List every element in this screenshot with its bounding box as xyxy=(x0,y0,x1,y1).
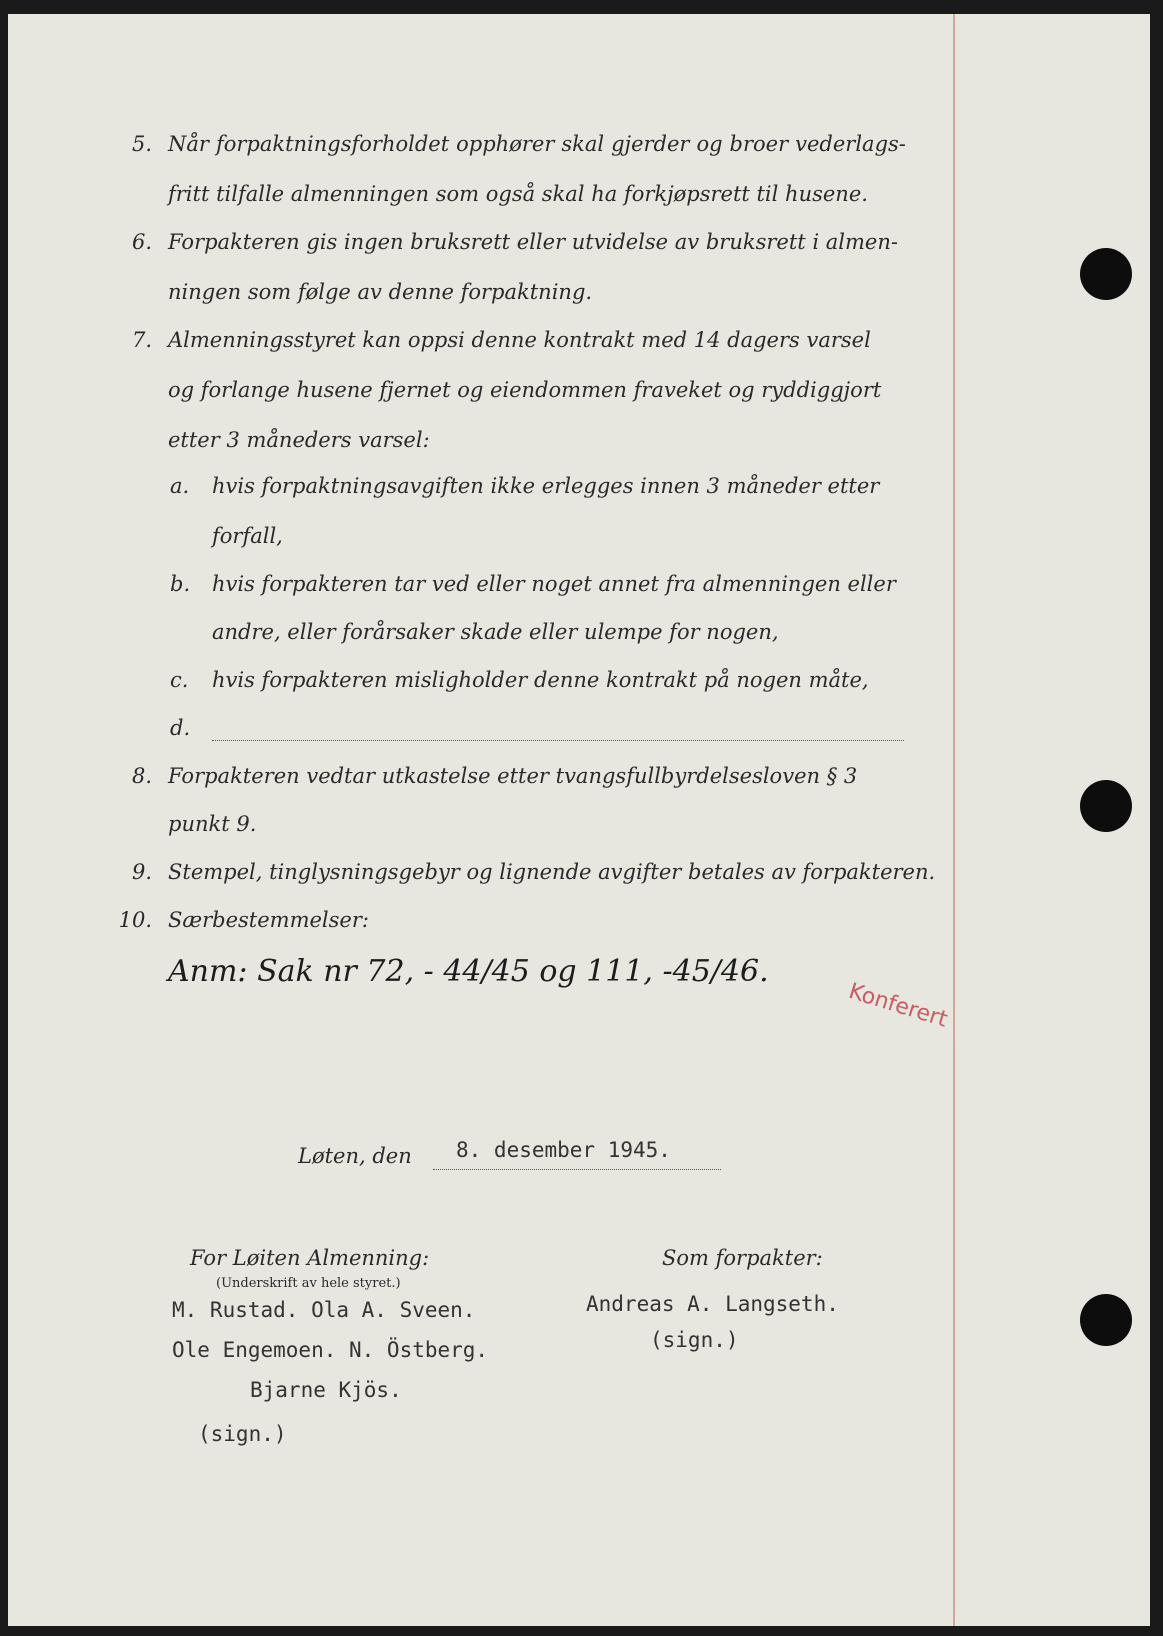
signature-line: Bjarne Kjös. xyxy=(250,1378,402,1402)
subitem-line: andre, eller forårsaker skade eller ulempe for nogen, xyxy=(212,620,779,644)
item-line: og forlange husene fjernet og eiendommen fraveket og ryddiggjort xyxy=(168,378,882,402)
subitem-letter: a. xyxy=(170,474,190,498)
subitem-letter: b. xyxy=(170,572,191,596)
item-number: 6. xyxy=(131,230,152,254)
item-line: ningen som følge av denne forpaktning. xyxy=(168,280,593,304)
item-line: Stempel, tinglysningsgebyr og lignende avgifter betales av forpakteren. xyxy=(168,860,936,884)
signature-line: Andreas A. Langseth. xyxy=(586,1292,839,1316)
punch-hole xyxy=(1080,1294,1132,1346)
item-line: fritt tilfalle almenningen som også skal ha forkjøpsrett til husene. xyxy=(168,182,868,206)
item-line: punkt 9. xyxy=(168,812,257,836)
handwritten-annotation: Anm: Sak nr 72, - 44/45 og 111, -45/46. xyxy=(168,954,769,989)
item-line: Forpakteren gis ingen bruksrett eller utvidelse av bruksrett i almen- xyxy=(168,230,898,254)
subitem-line: hvis forpakteren misligholder denne kontrakt på nogen måte, xyxy=(212,668,869,692)
item-number: 8. xyxy=(131,764,152,788)
document-page xyxy=(8,14,1150,1626)
left-sign-heading: For Løiten Almenning: xyxy=(190,1246,430,1270)
punch-hole xyxy=(1080,780,1132,832)
right-sign-heading: Som forpakter: xyxy=(662,1246,823,1270)
left-sign-note: (Underskrift av hele styret.) xyxy=(216,1276,401,1291)
margin-rule xyxy=(953,14,955,1626)
blank-fill-line xyxy=(212,740,904,741)
item-line: Almenningsstyret kan oppsi denne kontrakt med 14 dagers varsel xyxy=(168,328,871,352)
subitem-line: hvis forpaktningsavgiften ikke erlegges innen 3 måneder etter xyxy=(212,474,880,498)
item-number: 5. xyxy=(131,132,152,156)
signature-line: (sign.) xyxy=(650,1328,739,1352)
konferert-stamp: Konferert xyxy=(845,979,951,1033)
signature-line: Ole Engemoen. N. Östberg. xyxy=(172,1338,489,1362)
signature-line: M. Rustad. Ola A. Sveen. xyxy=(172,1298,476,1322)
item-line: Særbestemmelser: xyxy=(168,908,369,932)
date-value: 8. desember 1945. xyxy=(456,1138,671,1162)
date-fill-line xyxy=(433,1169,721,1170)
subitem-letter: c. xyxy=(170,668,189,692)
item-number: 7. xyxy=(131,328,152,352)
item-number: 10. xyxy=(118,908,152,932)
subitem-line: forfall, xyxy=(212,524,283,548)
signature-line: (sign.) xyxy=(198,1422,287,1446)
item-line: Når forpaktningsforholdet opphører skal gjerder og broer vederlags- xyxy=(168,132,906,156)
punch-hole xyxy=(1080,248,1132,300)
subitem-letter: d. xyxy=(170,716,191,740)
subitem-line: hvis forpakteren tar ved eller noget annet fra almenningen eller xyxy=(212,572,896,596)
place-label: Løten, den xyxy=(298,1144,412,1168)
item-line: etter 3 måneders varsel: xyxy=(168,428,430,452)
item-number: 9. xyxy=(131,860,152,884)
item-line: Forpakteren vedtar utkastelse etter tvangsfullbyrdelsesloven § 3 xyxy=(168,764,858,788)
